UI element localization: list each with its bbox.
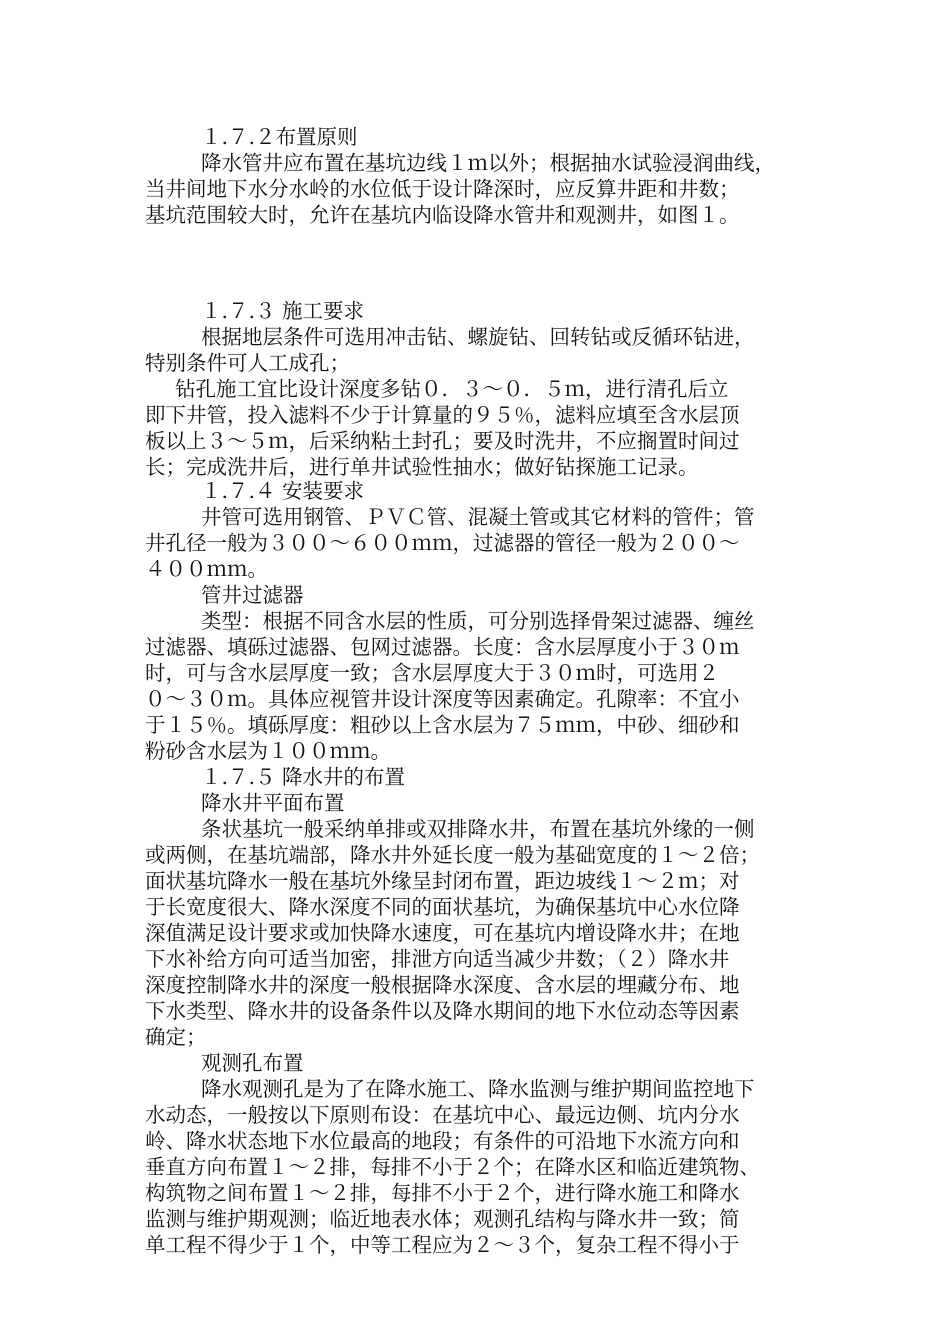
paragraph-line: 降水观测孔是为了在降水施工、降水监测与维护期间监控地下 [201,1077,755,1101]
section-heading-1-7-5: １.７.５ 降水井的布置 [201,765,406,789]
paragraph-line: 水动态，一般按以下原则布设：在基坑中心、最远边侧、坑内分水 [145,1103,740,1127]
paragraph-line: 于１５％。填砾厚度：粗砂以上含水层为７５ｍｍ，中砂、细砂和 [145,713,740,737]
paragraph-line: 深度控制降水井的深度一般根据降水深度、含水层的埋藏分布、地 [145,973,740,997]
paragraph-line: 根据地层条件可选用冲击钻、螺旋钻、回转钻或反循环钻进， [201,325,755,349]
paragraph-line: 深值满足设计要求或加快降水速度，可在基坑内增设降水井；在地 [145,921,740,945]
paragraph-line: 监测与维护期观测；临近地表水体；观测孔结构与降水井一致；简 [145,1207,740,1231]
paragraph-line: 长；完成洗井后，进行单井试验性抽水；做好钻探施工记录。 [145,455,699,479]
paragraph-line: 钻孔施工宜比设计深度多钻０．３～０．５ｍ，进行清孔后立 [175,377,729,401]
paragraph-line: 降水管井应布置在基坑边线１ｍ以外；根据抽水试验浸润曲线， [201,151,775,175]
paragraph-line: 条状基坑一般采纳单排或双排降水井，布置在基坑外缘的一侧 [201,817,755,841]
section-heading-1-7-3: １.７.３ 施工要求 [201,299,365,323]
paragraph-line: 面状基坑降水一般在基坑外缘呈封闭布置，距边坡线１～２ｍ；对 [145,869,740,893]
paragraph-line: 粉砂含水层为１００ｍｍ。 [145,739,391,763]
paragraph-line: 构筑物之间布置１～２排，每排不小于２个，进行降水施工和降水 [145,1181,740,1205]
paragraph-line: 岭、降水状态地下水位最高的地段；有条件的可沿地下水流方向和 [145,1129,740,1153]
paragraph-line: 井管可选用钢管、ＰＶＣ管、混凝土管或其它材料的管件；管 [201,505,755,529]
paragraph-line: 板以上３～５ｍ，后采纳粘土封孔；要及时洗井，不应搁置时间过 [145,429,740,453]
paragraph-line: 基坑范围较大时，允许在基坑内临设降水管井和观测井，如图１。 [145,203,740,227]
section-heading-1-7-4: １.７.４ 安装要求 [201,479,365,503]
paragraph-line: 井孔径一般为３００～６００ｍｍ，过滤器的管径一般为２００～ [145,531,740,555]
subheading-well-layout: 降水井平面布置 [201,791,345,815]
paragraph-line: 类型：根据不同含水层的性质，可分别选择骨架过滤器、缠丝 [201,609,755,633]
section-heading-1-7-2: １.７.２布置原则 [201,125,358,149]
paragraph-line: 确定； [145,1025,207,1049]
paragraph-line: 时，可与含水层厚度一致；含水层厚度大于３０ｍ时，可选用２ [145,661,719,685]
paragraph-line: ４００ｍｍ。 [145,557,268,581]
paragraph-line: 下水补给方向可适当加密，排泄方向适当减少井数；（２）降水井 [145,947,730,971]
paragraph-line: 垂直方向布置１～２排，每排不小于２个；在降水区和临近建筑物、 [145,1155,760,1179]
paragraph-line: 于长宽度很大、降水深度不同的面状基坑，为确保基坑中心水位降 [145,895,740,919]
paragraph-line: ０～３０ｍ。具体应视管井设计深度等因素确定。孔隙率：不宜小 [145,687,740,711]
paragraph-line: 过滤器、填砾过滤器、包网过滤器。长度：含水层厚度小于３０ｍ [145,635,740,659]
paragraph-line: 或两侧，在基坑端部，降水井外延长度一般为基础宽度的１～２倍； [145,843,760,867]
paragraph-line: 即下井管，投入滤料不少于计算量的９５％，滤料应填至含水层顶 [145,403,740,427]
paragraph-line: 当井间地下水分水岭的水位低于设计降深时，应反算井距和井数； [145,177,740,201]
paragraph-line: 单工程不得少于１个，中等工程应为２～３个，复杂工程不得小于 [145,1233,740,1257]
subheading-observation-holes: 观测孔布置 [201,1051,304,1075]
subheading-pipe-filter: 管井过滤器 [201,583,304,607]
paragraph-line: 下水类型、降水井的设备条件以及降水期间的地下水位动态等因素 [145,999,740,1023]
paragraph-line: 特别条件可人工成孔； [145,351,350,375]
